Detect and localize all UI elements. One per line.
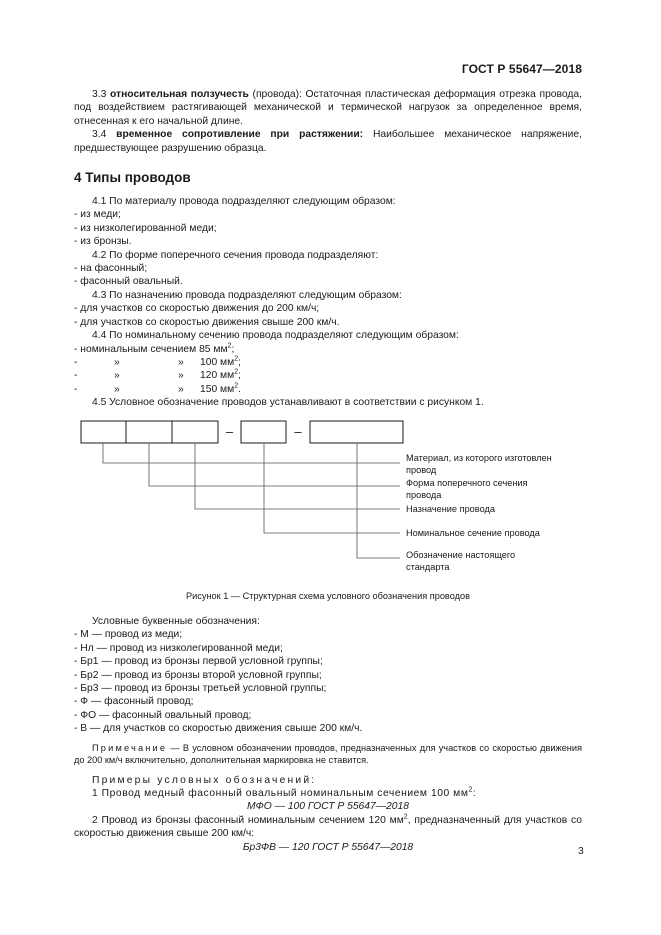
list-item: - для участков со скоростью движения до 200 км/ч;	[74, 303, 320, 315]
label-section: Номинальное сечение провода	[406, 527, 540, 538]
separator-dash: –	[225, 423, 234, 439]
note-text: — В условном обозначении проводов, предназначенных для участков со скоростью движения до 200 км/ч включительно, дополнительная маркировка не ставится.	[74, 742, 582, 765]
value-text: 120 мм	[200, 370, 235, 382]
section-value	[200, 356, 241, 369]
example-text: 2 Провод из бронзы фасонный номинальным сечением 120 мм	[92, 814, 404, 826]
section-value	[200, 383, 241, 396]
dash: -	[74, 356, 78, 368]
section-heading: 4 Типы проводов	[74, 170, 191, 186]
dash: -	[74, 383, 78, 395]
punct: ;	[231, 343, 235, 355]
label-standard: Обозначение настоящего стандарта	[406, 549, 516, 572]
ditto-mark: »	[114, 370, 120, 382]
clause-number: 3.3	[92, 89, 110, 100]
legend-item: - В — для участков со скоростью движения свыше 200 км/ч.	[74, 723, 363, 735]
list-item	[74, 383, 582, 396]
box-section	[241, 421, 286, 443]
punct: ;	[238, 356, 241, 368]
leader-shape	[149, 443, 400, 486]
box-material	[81, 421, 126, 443]
leader-lines	[103, 443, 400, 558]
example-text: 1 Провод медный фасонный овальный номинальным сечением 100 мм	[92, 788, 469, 799]
list-item	[74, 343, 582, 356]
superscript: 2	[468, 786, 473, 794]
doc-header: ГОСТ Р 55647—2018	[461, 62, 582, 76]
section-value	[200, 369, 241, 382]
list-item: - для участков со скоростью движения свыше 200 км/ч.	[74, 316, 340, 328]
superscript: 2	[234, 368, 239, 376]
label-shape: Форма поперечного сечения провода	[406, 477, 528, 500]
legend-item: - Бр1 — провод из бронзы первой условной группы;	[74, 656, 323, 668]
box-standard	[310, 421, 403, 443]
example-1-code: МФО — 100 ГОСТ Р 55647—2018	[247, 801, 409, 813]
clause-4-2: 4.2 По форме поперечного сечения провода подразделяют:	[92, 249, 379, 261]
example-text-tail: , предназначенный для участков со скоростью движения свыше 200 км/ч:	[74, 814, 582, 840]
value-text: 150 мм	[200, 383, 235, 395]
dash: -	[74, 370, 78, 382]
leader-purpose	[195, 443, 400, 509]
value-text: 100 мм	[200, 356, 235, 368]
example-1	[74, 787, 582, 800]
punct: ;	[238, 370, 241, 382]
examples-title: Примеры условных обозначений:	[92, 774, 317, 786]
designation-diagram	[74, 420, 582, 590]
legend-item: - Ф — фасонный провод;	[74, 696, 194, 708]
definition-text: Наибольшее механическое напряжение, предшествующее разрушению образца.	[74, 129, 582, 154]
superscript: 2	[227, 342, 232, 350]
legend-item: - М — провод из меди;	[74, 629, 183, 641]
legend-item: - ФО — фасонный овальный провод;	[74, 709, 252, 721]
example-2-code: Бр3ФВ — 120 ГОСТ Р 55647—2018	[242, 841, 414, 853]
page-content	[74, 88, 582, 854]
example-2	[74, 814, 582, 841]
definition-3-4	[74, 128, 582, 155]
box-shape	[126, 421, 172, 443]
list-item	[74, 369, 582, 382]
label-purpose: Назначение провода	[406, 503, 495, 514]
superscript: 2	[403, 813, 408, 821]
legend-item: - Бр2 — провод из бронзы второй условной группы;	[74, 669, 322, 681]
legend-item: - Нл — провод из низколегированной меди;	[74, 642, 283, 654]
leader-standard	[357, 443, 400, 558]
note-indent	[74, 743, 92, 753]
list-item: - из бронзы.	[74, 236, 132, 248]
ditto-mark: »	[178, 370, 184, 382]
ditto-mark: »	[114, 356, 120, 368]
note-label: Примечание	[92, 742, 168, 753]
definition-text: (провода): Остаточная пластическая деформация отрезка провода, под воздействием растягивающей механической и термической нагрузок за определенное время, отнесенная к его начальной длине.	[74, 89, 582, 127]
ditto-mark: »	[114, 383, 120, 395]
ditto-mark: »	[178, 356, 184, 368]
ditto-mark: »	[178, 383, 184, 395]
term: временное сопротивление при растяжении:	[116, 129, 364, 141]
definition-3-3	[74, 88, 582, 128]
note	[74, 742, 582, 766]
list-item: - из низколегированной меди;	[74, 222, 217, 234]
page-number: 3	[578, 846, 584, 857]
separator-dash: –	[294, 423, 302, 439]
clause-number: 3.4	[92, 129, 117, 141]
clause-4-3: 4.3 По назначению провода подразделяют следующим образом:	[92, 289, 402, 301]
figure-caption: Рисунок 1 — Структурная схема условного обозначения проводов	[186, 590, 470, 601]
legend-item: - Бр3 — провод из бронзы третьей условной группы;	[74, 682, 327, 694]
leader-material	[103, 443, 400, 463]
list-item	[74, 356, 582, 369]
label-material: Материал, из которого изготовлен провод	[406, 452, 552, 475]
list-item: - на фасонный;	[74, 263, 148, 275]
list-item: - фасонный овальный.	[74, 276, 183, 288]
clause-4-4: 4.4 По номинальному сечению провода подразделяют следующим образом:	[92, 330, 459, 342]
punct: .	[238, 383, 241, 395]
list-item: - из меди;	[74, 209, 121, 221]
legend-title: Условные буквенные обозначения:	[92, 615, 260, 627]
punct: :	[472, 788, 477, 799]
clause-4-1: 4.1 По материалу провода подразделяют следующим образом:	[92, 196, 396, 208]
superscript: 2	[234, 355, 239, 363]
superscript: 2	[234, 382, 239, 390]
leader-section	[264, 443, 400, 533]
box-purpose	[172, 421, 218, 443]
term: относительная ползучесть	[110, 89, 249, 100]
list-item-text: - номинальным сечением 85 мм	[74, 343, 228, 355]
clause-4-5: 4.5 Условное обозначение проводов устанавливают в соответствии с рисунком 1.	[92, 397, 484, 409]
